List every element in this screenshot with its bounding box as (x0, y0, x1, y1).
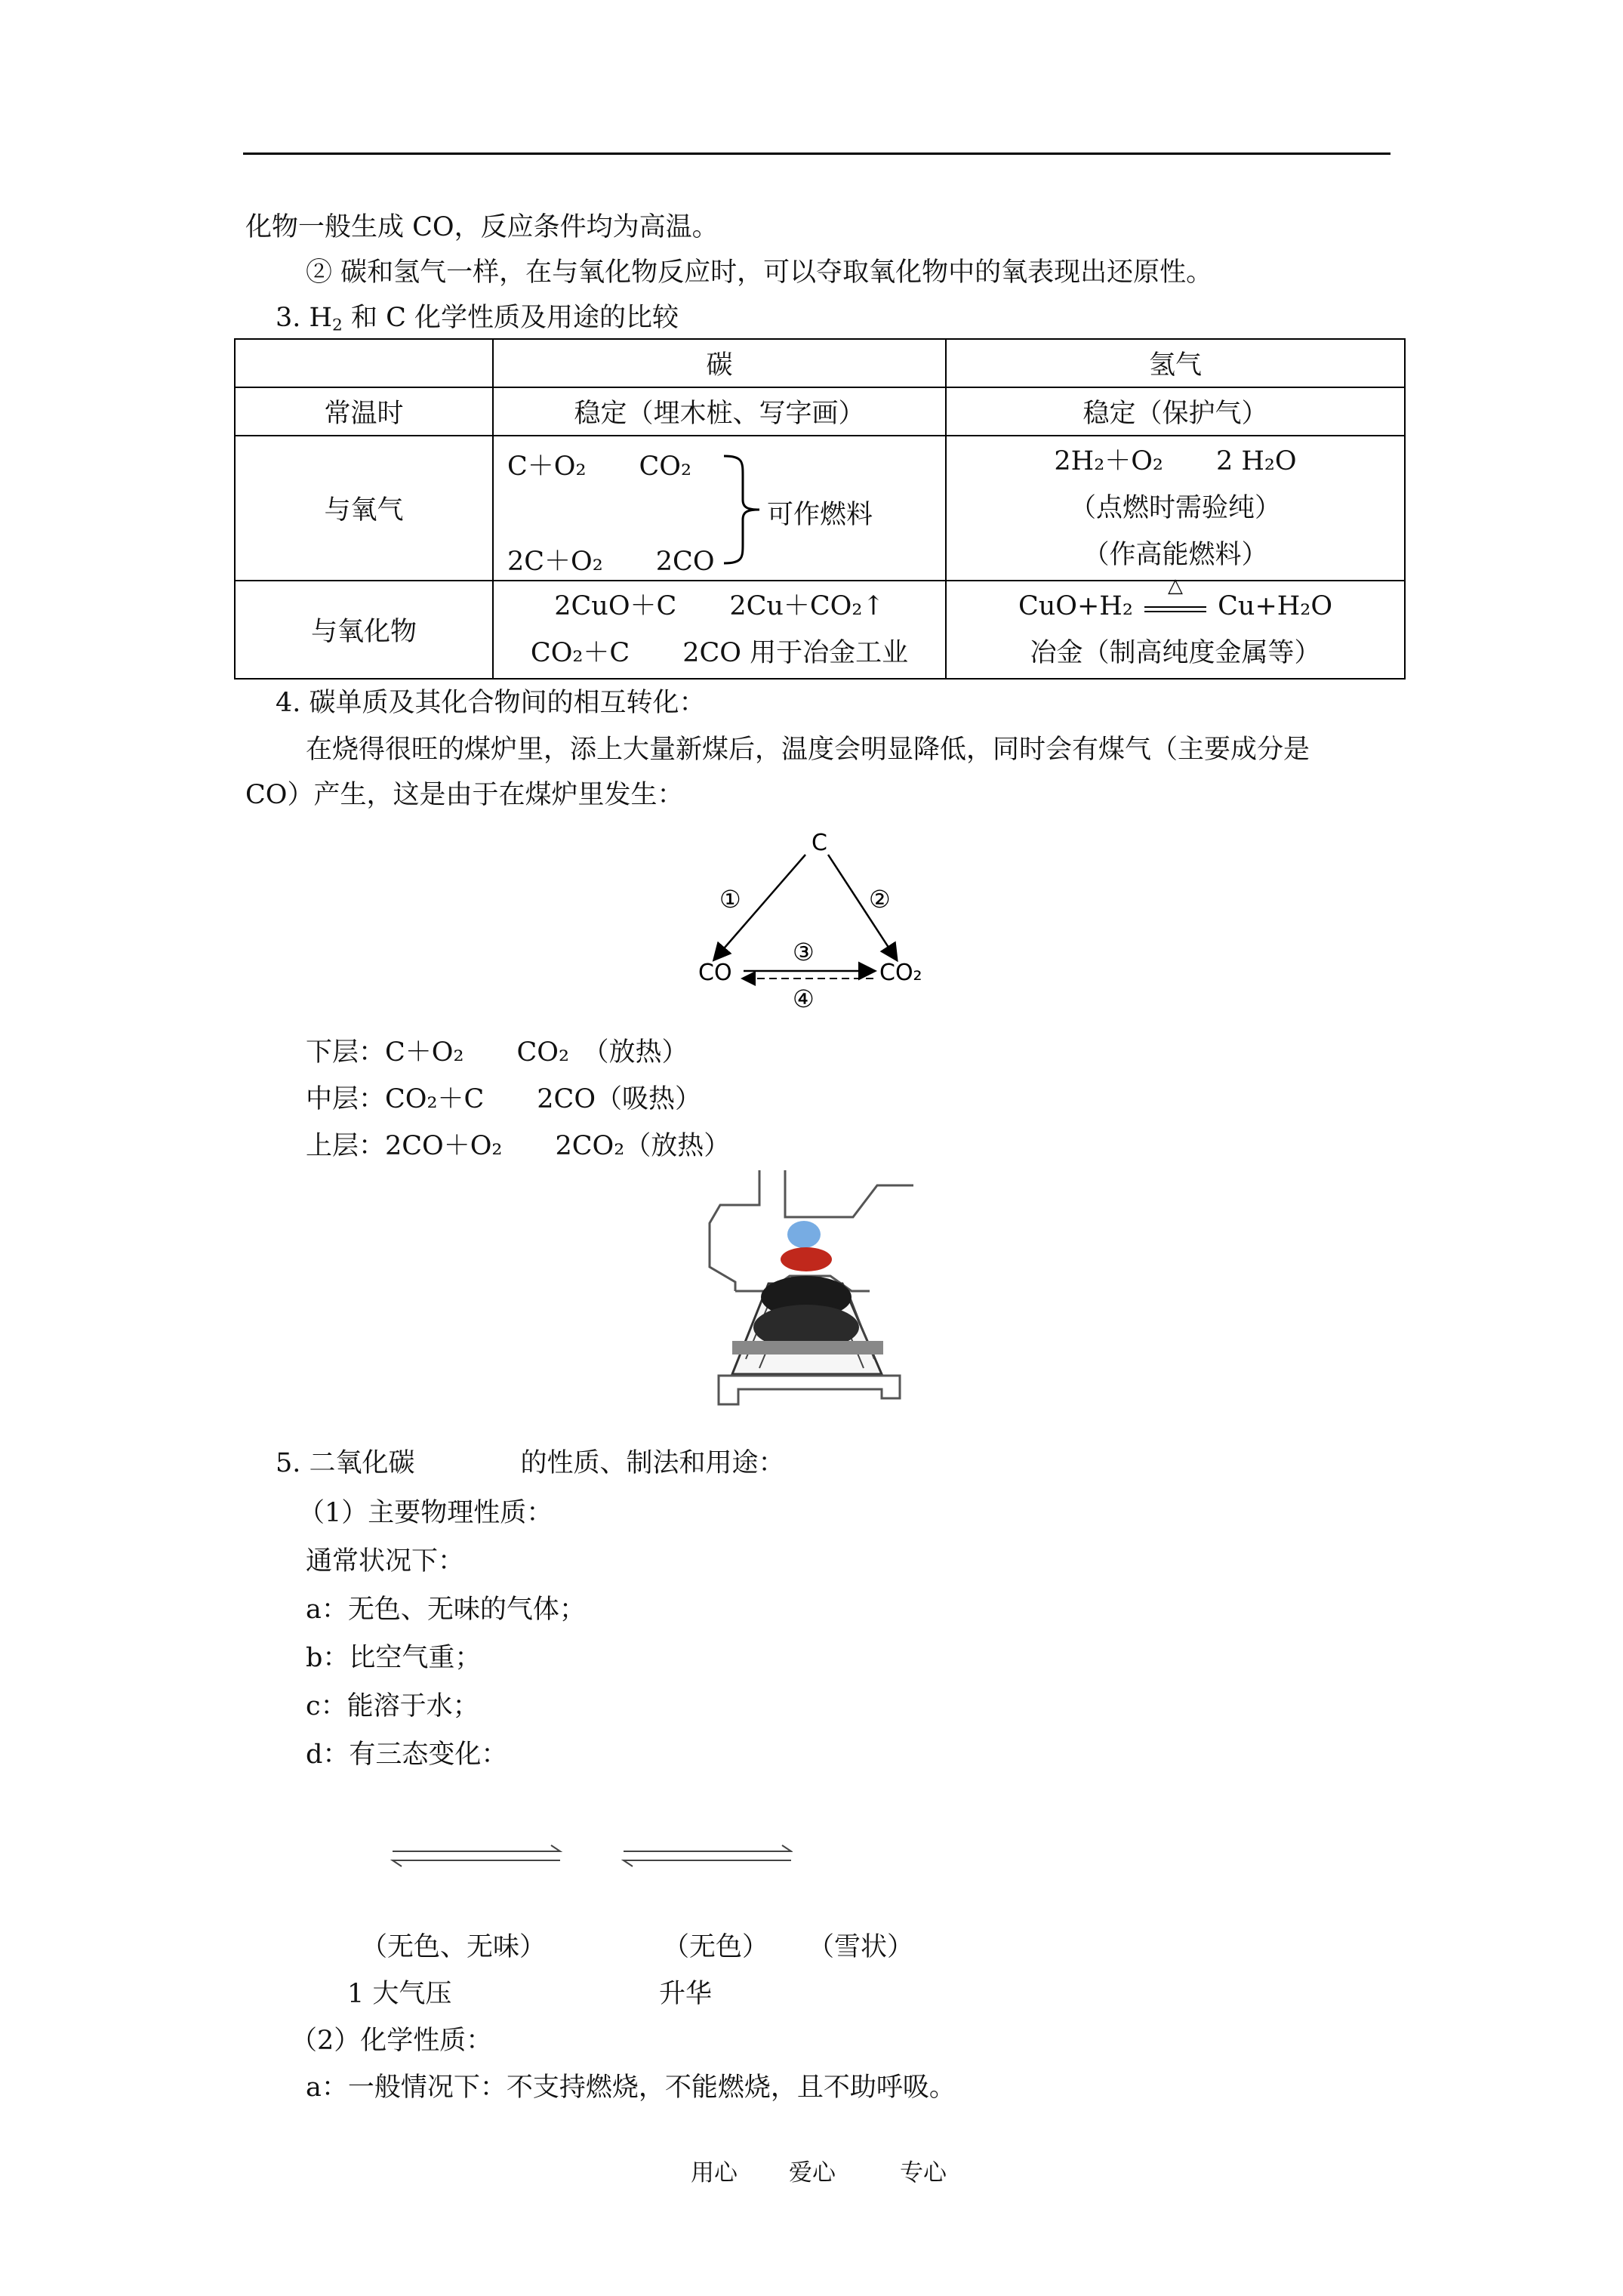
section-3-title: 3. $H_2$ 和 C 化学性质及用途的比较 (276, 303, 679, 335)
furnace-lower-layer: 下层：C＋O₂ CO₂ （放热） (306, 1037, 688, 1068)
state-solid-label: （雪状） (808, 1932, 914, 1962)
table-header-carbon: 碳 (493, 339, 946, 387)
coal-furnace-image (702, 1170, 913, 1410)
footer-1: 用心 (691, 2159, 738, 2187)
property-d: d：有三态变化： (306, 1740, 508, 1770)
carbon-oxygen-cell (493, 436, 946, 581)
table-header-hydrogen: 氢气 (946, 339, 1405, 387)
intro-line-1: 化物一般生成 CO，反应条件均为高温。 (245, 212, 719, 242)
flame-red (781, 1247, 832, 1271)
phase-change-arrows (385, 1842, 793, 1880)
diagram-label-1: ① (719, 885, 741, 914)
property-a: a：无色、无味的气体； (306, 1595, 586, 1625)
equilibrium-arrow-1-forward (393, 1845, 560, 1851)
intro-line-2: ② 碳和氢气一样，在与氧化物反应时，可以夺取氧化物中的氧表现出还原性。 (306, 257, 1213, 288)
heat-triangle-icon: △ (1168, 574, 1183, 597)
row-label-oxide: 与氧化物 (235, 581, 493, 679)
section-5-sub-1: （1）主要物理性质： (298, 1498, 553, 1528)
table-row-oxide (235, 581, 1405, 679)
carbon-normal-temp: 稳定（埋木桩、写字画） (493, 387, 946, 436)
row-label-oxygen: 与氧气 (235, 436, 493, 581)
hydrogen-oxygen-note-1: （点燃时需验纯） (1069, 493, 1281, 523)
hydrogen-oxide-reactants: CuO+H₂ (1018, 591, 1133, 621)
hydrogen-normal-temp: 稳定（保护气） (946, 387, 1405, 436)
diagram-label-3: ③ (793, 938, 815, 966)
carbon-cycle-diagram (698, 823, 940, 1019)
state-liquid-label: （无色） (663, 1932, 769, 1962)
row-label-normal-temp: 常温时 (235, 387, 493, 436)
footer-3: 专心 (900, 2159, 947, 2187)
property-c: c：能溶于水； (306, 1691, 479, 1721)
equilibrium-arrow-2-back (624, 1860, 791, 1866)
carbon-oxygen-eq-1: C＋O₂ CO₂ (507, 451, 692, 482)
furnace-middle-layer: 中层：CO₂＋C 2CO（吸热） (306, 1084, 702, 1114)
table-row-oxygen (235, 436, 1405, 581)
equilibrium-arrow-2-forward (624, 1845, 791, 1851)
property-b: b：比空气重； (306, 1643, 482, 1673)
chemical-property-a: a：一般情况下：不支持燃烧，不能燃烧，且不助呼吸。 (306, 2073, 956, 2103)
carbon-oxygen-eq-2: 2C＋O₂ 2CO (507, 547, 715, 577)
table-header-empty (235, 339, 493, 387)
carbon-oxide-cell (493, 581, 946, 679)
comparison-table (234, 338, 1406, 680)
state-gas-label: （无色、无味） (361, 1932, 547, 1962)
section-4-title: 4. 碳单质及其化合物间的相互转化： (276, 688, 706, 718)
hydrogen-oxide-note: 冶金（制高纯度金属等） (1030, 638, 1321, 668)
diagram-label-4: ④ (793, 985, 815, 1013)
carbon-oxygen-note: 可作燃料 (767, 500, 873, 530)
footer-2: 爱心 (789, 2159, 836, 2187)
section-5-normal: 通常状况下： (306, 1546, 465, 1576)
hydrogen-oxide-eq (947, 574, 1404, 630)
section-4-para-line-1: 在烧得很旺的煤炉里，添上大量新煤后，温度会明显降低，同时会有煤气（主要成分是 (306, 735, 1310, 765)
furnace-upper-layer: 上层：2CO＋O₂ 2CO₂（放热） (306, 1131, 731, 1161)
section-4-para-line-2: CO）产生，这是由于在煤炉里发生： (245, 780, 684, 810)
hydrogen-oxide-cell (946, 574, 1405, 679)
flame-blue (787, 1221, 821, 1248)
section-5-title: 5. 二氧化碳 的性质、制法和用途： (276, 1448, 785, 1478)
header-rule (243, 153, 1390, 155)
table-row-normal-temp (235, 387, 1405, 436)
hydrogen-oxygen-eq: 2H₂＋O₂ 2 H₂O (1054, 446, 1297, 476)
diagram-node-c: C (812, 830, 827, 856)
hydrogen-oxygen-cell (946, 436, 1405, 581)
heat-condition (1141, 574, 1209, 623)
sublimation-label: 升华 (659, 1979, 713, 2009)
carbon-oxide-eq-1: 2CuO＋C 2Cu＋CO₂↑ (554, 591, 885, 621)
hydrogen-oxide-products: Cu+H₂O (1218, 591, 1333, 621)
hydrogen-oxygen-note-2: （作高能燃料） (1083, 540, 1268, 570)
diagram-node-co: CO (698, 960, 732, 986)
equilibrium-arrow-1-back (393, 1860, 560, 1866)
brace-icon (720, 453, 765, 566)
diagram-label-2: ② (869, 885, 891, 914)
pressure-label: 1 大气压 (347, 1979, 452, 2009)
section-5-sub-2: （2）化学性质： (291, 2026, 493, 2056)
table-header-row (235, 339, 1405, 387)
diagram-node-co2: CO₂ (879, 960, 922, 986)
carbon-oxide-eq-2: CO₂＋C 2CO 用于冶金工业 (530, 638, 909, 668)
